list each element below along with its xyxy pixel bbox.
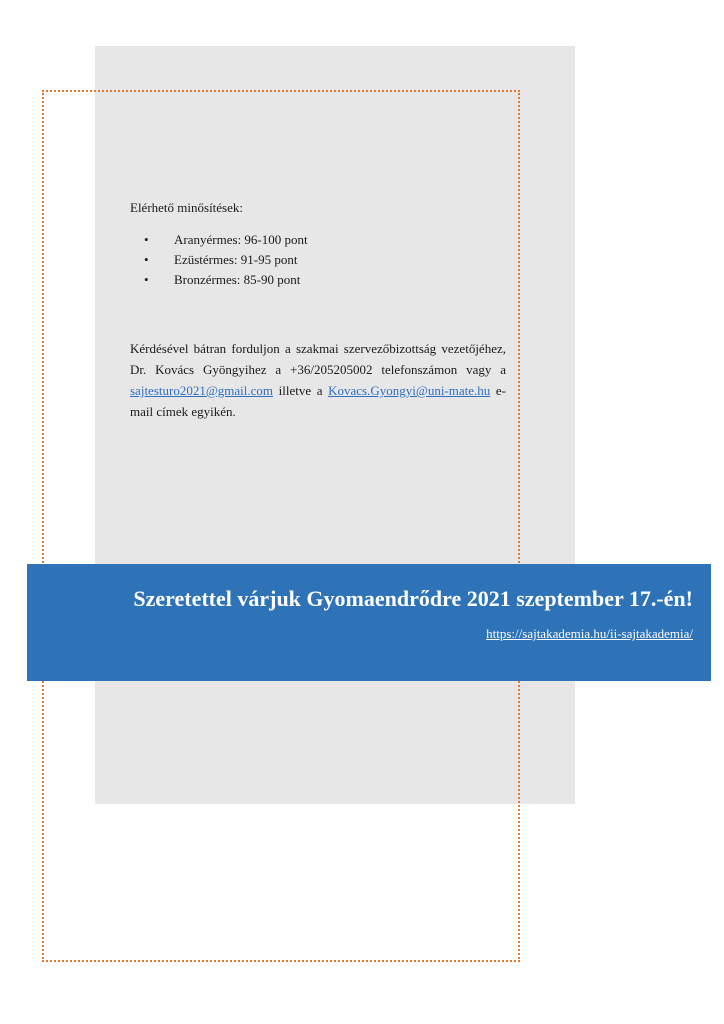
website-link[interactable]: https://sajtakademia.hu/ii-sajtakademia/ bbox=[486, 626, 693, 641]
bullet-icon: • bbox=[144, 252, 149, 267]
ratings-list bbox=[130, 230, 506, 290]
rating-item-gold bbox=[144, 230, 506, 250]
contact-text: e-mail címek egyikén. bbox=[130, 383, 506, 419]
document-body bbox=[130, 198, 506, 422]
bullet-icon: • bbox=[144, 232, 149, 247]
contact-paragraph bbox=[130, 338, 506, 422]
ratings-heading: Elérhető minősítések: bbox=[130, 200, 244, 215]
invitation-banner bbox=[27, 564, 711, 681]
bullet-icon: • bbox=[144, 272, 149, 287]
rating-item-label: Aranyérmes: 96-100 pont bbox=[174, 232, 308, 247]
rating-item-label: Ezüstérmes: 91-95 pont bbox=[174, 252, 298, 267]
email-link-gmail[interactable]: sajtesturo2021@gmail.com bbox=[130, 383, 274, 398]
rating-item-label: Bronzérmes: 85-90 pont bbox=[174, 272, 301, 287]
contact-text: illetve a bbox=[273, 383, 329, 398]
banner-title: Szeretettel várjuk Gyomaendrődre 2021 szeptember 17.-én! bbox=[133, 586, 693, 611]
rating-item-silver bbox=[144, 250, 506, 270]
rating-item-bronze bbox=[144, 270, 506, 290]
email-link-uni-mate[interactable]: Kovacs.Gyongyi@uni-mate.hu bbox=[328, 383, 491, 398]
contact-text: Kérdésével bátran forduljon a szakmai szervezőbizottság vezetőjéhez, Dr. Kovács Gyöngyihez a +36/205205002 telefonszámon vagy a bbox=[130, 341, 506, 377]
